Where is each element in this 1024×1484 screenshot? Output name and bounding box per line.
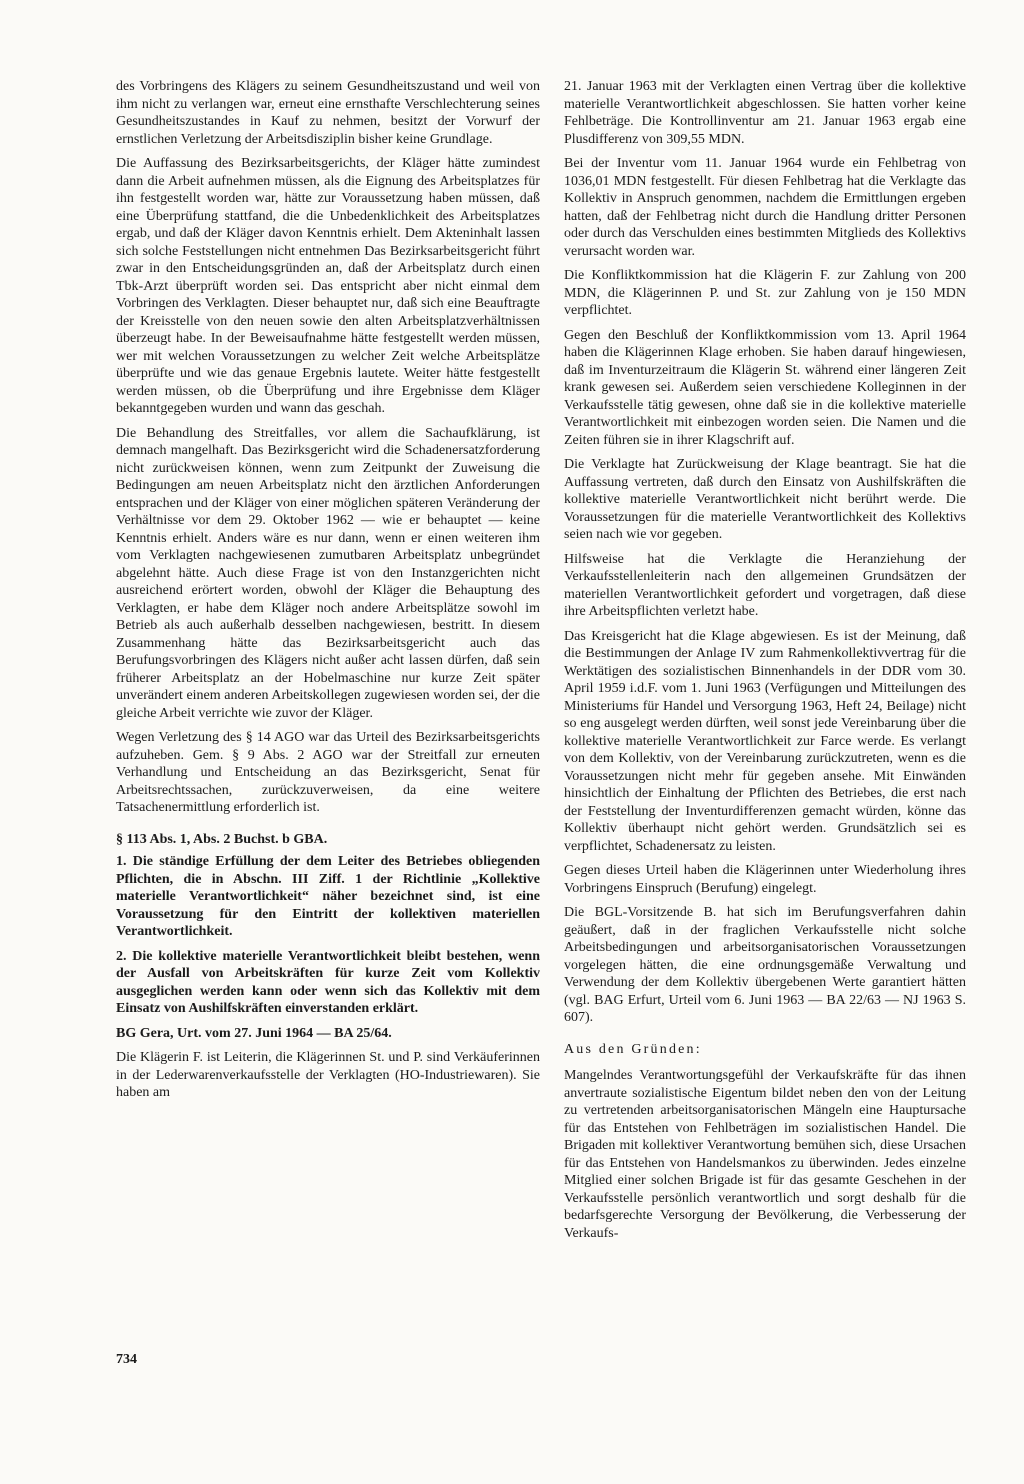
section-heading: § 113 Abs. 1, Abs. 2 Buchst. b GBA. bbox=[116, 831, 328, 847]
reasons-subheading: Aus den Gründen: bbox=[564, 1041, 702, 1057]
right-column bbox=[564, 78, 966, 1249]
right-paragraph-8: Gegen dieses Urteil haben die Klägerinnen unter Wiederholung ihres Vorbringens Einspruch (Berufung) eingelegt. bbox=[564, 863, 966, 896]
right-paragraph-1: 21. Januar 1963 mit der Verklagten einen Vertrag über die kollektive materielle Verantwortlichkeit abgeschlossen. Sie hatten vorher keine Fehlbeträge. Die Kontrollinventur am 21. Januar 1963 ergab eine Plusdifferenz von 309,55 MDN. bbox=[564, 79, 966, 147]
page-number: 734 bbox=[116, 1352, 137, 1367]
left-paragraph-1: des Vorbringens des Klägers zu seinem Gesundheitszustand und weil von ihm nicht zu verlangen war, erneut eine ernsthafte Verschlechterung seines Gesundheitszustandes in Kauf zu nehmen, besitzt der Vorwurf der ernstlichen Verletzung der Arbeitsdisziplin bisher keine Grundlage. bbox=[116, 79, 540, 147]
left-paragraph-4: Wegen Verletzung des § 14 AGO war das Urteil des Bezirksarbeitsgerichts aufzuheben. Gem. § 9 Abs. 2 AGO war der Streitfall zur erneuten Verhandlung und Entscheidung an das Bezirksgericht, Senat für Arbeitsrechtssachen, zurückzuverweisen, da eine weitere Tatsachenermittlung erforderlich ist. bbox=[116, 730, 540, 815]
right-paragraph-7: Das Kreisgericht hat die Klage abgewiesen. Es ist der Meinung, daß die Bestimmungen der Anlage IV zum Rahmenkollektivvertrag für die Werktätigen des sozialistischen Binnenhandels in der DDR vom 30. April 1959 i.d.F. vom 1. Juni 1963 (Verfügungen und Mitteilungen des Ministeriums für Handel und Versorgung 1963, Heft 24, Beilage) nicht so eng ausgelegt werden dürften, weil sonst jede Vereinbarung über die kollektive materielle Verantwortlichkeit zur Farce werde. Es verlangt von dem Kollektiv, von der Vereinbarung zurückzutreten, wenn es die Voraussetzungen nicht mehr für gegeben ansehe. Mit Einwänden hinsichtlich der Einhaltung der Pflichten des Betriebes, die erst nach der Feststellung der Inventurdifferenzen gemacht würden, könne das Kollektiv überhaupt nicht gehört werden. Grundsätzlich sei es verpflichtet, Schadenersatz zu leisten. bbox=[564, 628, 966, 854]
right-paragraph-6: Hilfsweise hat die Verklagte die Heranziehung der Verkaufsstellenleiterin nach den allgemeinen Grundsätzen der materiellen Verantwortlichkeit gefordert und vorgetragen, daß diese ihre Arbeitspflichten verletzt habe. bbox=[564, 551, 966, 619]
right-paragraph-2: Bei der Inventur vom 11. Januar 1964 wurde ein Fehlbetrag von 1036,01 MDN festgestellt. Für diesen Fehlbetrag hat die Verklagte das Kollektiv in Anspruch genommen, nachdem die Ermittlungen ergeben hatten, daß der Fehlbetrag nicht durch die Handlung dritter Personen oder durch das Verschulden eines bestimmten Mitglieds des Kollektivs verursacht worden war. bbox=[564, 156, 966, 259]
right-paragraph-10: Mangelndes Verantwortungsgefühl der Verkaufskräfte für das ihnen anvertraute sozialistische Eigentum bildet neben den von der Leitung zu vertretenden arbeitsorganisatorischen Mängeln eine Hauptursache für das Entstehen von Fehlbeträgen im sozialistischen Handel. Die Brigaden mit kollektiver Verantwortung bemühen sich, diese Ursachen für das Entstehen von Handelsmankos zu überwinden. Jedes einzelne Mitglied einer solchen Brigade ist für das gesamte Geschehen in der Verkaufsstelle persönlich verantwortlich und sorgt deshalb für die bedarfsgerechte Versorgung der Bevölkerung, die Verbesserung der Verkaufs- bbox=[564, 1068, 966, 1241]
right-paragraph-3: Die Konfliktkommission hat die Klägerin F. zur Zahlung von 200 MDN, die Klägerinnen P. und St. zur Zahlung von je 150 MDN verpflichtet. bbox=[564, 268, 966, 318]
left-paragraph-3: Die Behandlung des Streitfalles, vor allem die Sachaufklärung, ist demnach mangelhaft. Das Bezirksgericht wird die Schadenersatzforderung nicht zurückweisen können, wenn zum Zeitpunkt der Zuweisung die Bedingungen am neuen Arbeitsplatz nicht den ärztlichen Anforderungen entsprachen und der Kläger von einer möglichen späteren Veränderung der Verhältnisse vor dem 29. Oktober 1962 — wie er behauptet — keine Kenntnis erhielt. Anders wäre es nur dann, wenn er einen weiteren ihm vom Verklagten nachgewiesenen zumutbaren Arbeitsplatz unbegründet abgelehnt hätte. Auch diese Frage ist von den Instanzgerichten nicht ausreichend erörtert worden, obwohl der Kläger die Behauptung des Verklagten, er habe dem Kläger noch andere Arbeitsplätze sowohl im Betrieb als auch außerhalb desselben nachgewiesen, bestritt. In diesem Zusammenhang hätte das Bezirksarbeitsgericht auch das Berufungsvorbringen des Klägers nicht außer acht lassen dürfen, daß sein früherer Arbeitsplatz an der Hobelmaschine nur kurze Zeit später unverändert einem anderen Arbeitskollegen zugewiesen worden sei, der die gleiche Arbeit verrichte wie zuvor der Kläger. bbox=[116, 425, 540, 721]
left-column bbox=[116, 78, 540, 1109]
headnote-1: 1. Die ständige Erfüllung der dem Leiter des Betriebes obliegenden Pflichten, die in Abschn. III Ziff. 1 der Richtlinie „Kollektive materielle Verantwortlichkeit“ näher bezeichnet sind, ist eine Voraussetzung für den Eintritt der kollektiven materiellen Verantwortlichkeit. bbox=[116, 854, 540, 939]
headnote-2: 2. Die kollektive materielle Verantwortlichkeit bleibt bestehen, wenn der Ausfall von Arbeitskräften für kurze Zeit vom Kollektiv ausgeglichen werden kann oder wenn sich das Kollektiv mit dem Einsatz von Aushilfskräften einverstanden erklärt. bbox=[116, 948, 540, 1016]
case-citation: BG Gera, Urt. vom 27. Juni 1964 — BA 25/64. bbox=[116, 1025, 392, 1041]
right-paragraph-4: Gegen den Beschluß der Konfliktkommission vom 13. April 1964 haben die Klägerinnen Klage erhoben. Sie haben darauf hingewiesen, daß im Inventurzeitraum die Klägerin St. während einer längeren Zeit krank gewesen sei. Außerdem seien verschiedene Kolleginnen in der Verkaufsstelle tätig gewesen, ohne daß sie in die kollektive materielle Verantwortlichkeit mit einbezogen worden seien. Die Namen und die Zeiten führen sie in ihrer Klagschrift auf. bbox=[564, 327, 966, 448]
left-paragraph-2: Die Auffassung des Bezirksarbeitsgerichts, der Kläger hätte zumindest dann die Arbeit aufnehmen müssen, als die Eignung des Arbeitsplatzes für ihn festgestellt worden war, hätte zur Voraussetzung haben müssen, daß eine Überprüfung stattfand, die die Unbedenklichkeit des Arbeitsplatzes ergab, und daß der Kläger davon Kenntnis erhielt. Dem Akteninhalt lassen sich solche Feststellungen nicht entnehmen Das Bezirksarbeitsgericht führt zwar in den Entscheidungsgründen an, daß der Arbeitsplatz durch einen Tbk-Arzt überprüft worden sei. Das entspricht aber nicht einmal dem Vorbringen des Verklagten. Dieser behauptet nur, daß sich eine Beauftragte der Kreisstelle von den neuen sowie den alten Arbeitsplatzverhältnissen überzeugt habe. In der Beweisaufnahme hätte festgestellt werden müssen, wer mit welchen Voraussetzungen zu welcher Zeit welche Arbeitsplätze überprüfte und wie das genaue Ergebnis lautete. Weiter hätte festgestellt werden müssen, ob die Überprüfung und ihre Ergebnisse dem Kläger bekanntgegeben wurden und wann das geschah. bbox=[116, 156, 540, 416]
right-paragraph-9: Die BGL-Vorsitzende B. hat sich im Berufungsverfahren dahin geäußert, daß in der fraglichen Verkaufsstelle nicht solche Arbeitsbedingungen und arbeitsorganisatorischen Voraussetzungen vorgelegen hätten, die eine ordnungsgemäße Verwaltung und Verwendung der dem Kollektiv übergebenen Werte garantiert hätten (vgl. BAG Erfurt, Urteil vom 6. Juni 1963 — BA 22/63 — NJ 1963 S. 607). bbox=[564, 905, 966, 1025]
right-paragraph-5: Die Verklagte hat Zurückweisung der Klage beantragt. Sie hat die Auffassung vertreten, daß durch den Einsatz von Aushilfskräften die kollektive materielle Verantwortlichkeit nicht berührt werde. Die Voraussetzungen für die materielle Verantwortlichkeit des Kollektivs seien nach wie vor gegeben. bbox=[564, 457, 966, 542]
left-paragraph-5: Die Klägerin F. ist Leiterin, die Klägerinnen St. und P. sind Verkäuferinnen in der Lederwarenverkaufsstelle der Verklagten (HO-Industriewaren). Sie haben am bbox=[116, 1050, 540, 1100]
